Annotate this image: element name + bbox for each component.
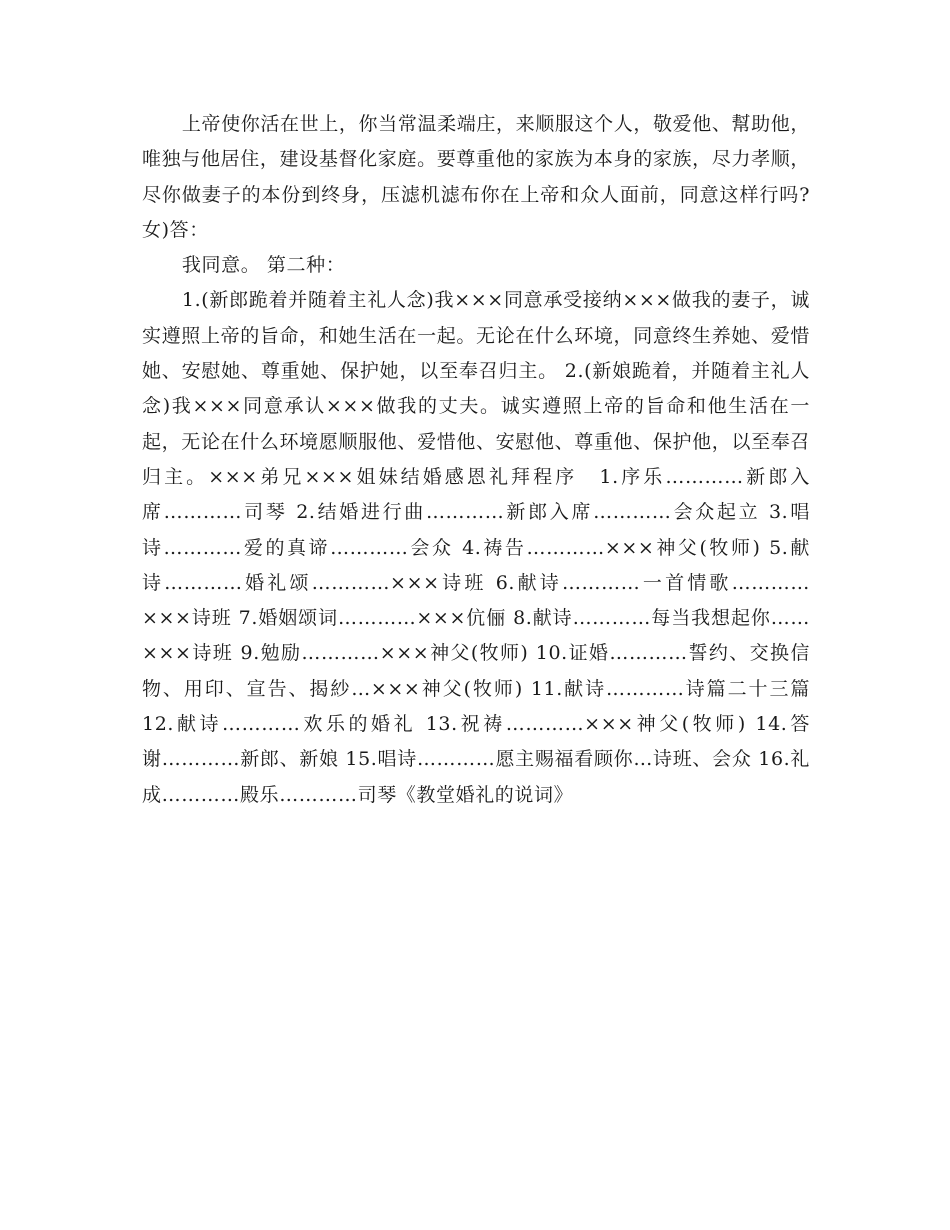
paragraph-answer: 我同意。 第二种： — [181, 254, 346, 277]
paragraph-vow-question: 上帝使你活在世上，你当常温柔端庄，来顺服这个人，敬爱他、幫助他，唯独与他居住，建设基督化家庭。要尊重他的家族为本身的家族，尽力孝顺，尽你做妻子的本份到终身，压滤机滤布你在上帝和众人面前，同意这样行吗?女)答： — [142, 113, 810, 241]
document-body — [142, 107, 810, 813]
paragraph-vows-and-program: 1.(新郎跪着并随着主礼人念)我×××同意承受接纳×××做我的妻子，诚实遵照上帝的旨命，和她生活在一起。无论在什么环境，同意终生养她、爱惜她、安慰她、尊重她、保护她，以至奉召归主。 2.(新娘跪着，并随着主礼人念)我×××同意承认×××做我的丈夫。诚实遵照上帝的旨命和他生活在一起，无论在什么环境愿顺服他、爱惜他、安慰他、尊重他、保护他，以至奉召归主。×××弟兄×××姐妹结婚感恩礼拜程序 1.序乐…………新郎入席…………司琴 2.结婚进行曲…………新郎入席…………会众起立 3.唱诗…………爱的真谛…………会众 4.祷告…………×××神父(牧师) 5.献诗…………婚礼颂…………×××诗班 6.献诗…………一首情歌…………×××诗班 7.婚姻颂词…………×××伉俪 8.献诗…………每当我想起你……×××诗班 9.勉励…………×××神父(牧师) 10.证婚…………誓约、交换信物、用印、宣告、揭紗…×××神父(牧师) 11.献诗…………诗篇二十三篇 12.献诗…………欢乐的婚礼 13.祝祷…………×××神父(牧师) 14.答谢…………新郎、新娘 15.唱诗…………愿主赐福看顾你…诗班、会众 16.礼成…………殿乐…………司琴《教堂婚礼的说词》 — [142, 289, 810, 806]
